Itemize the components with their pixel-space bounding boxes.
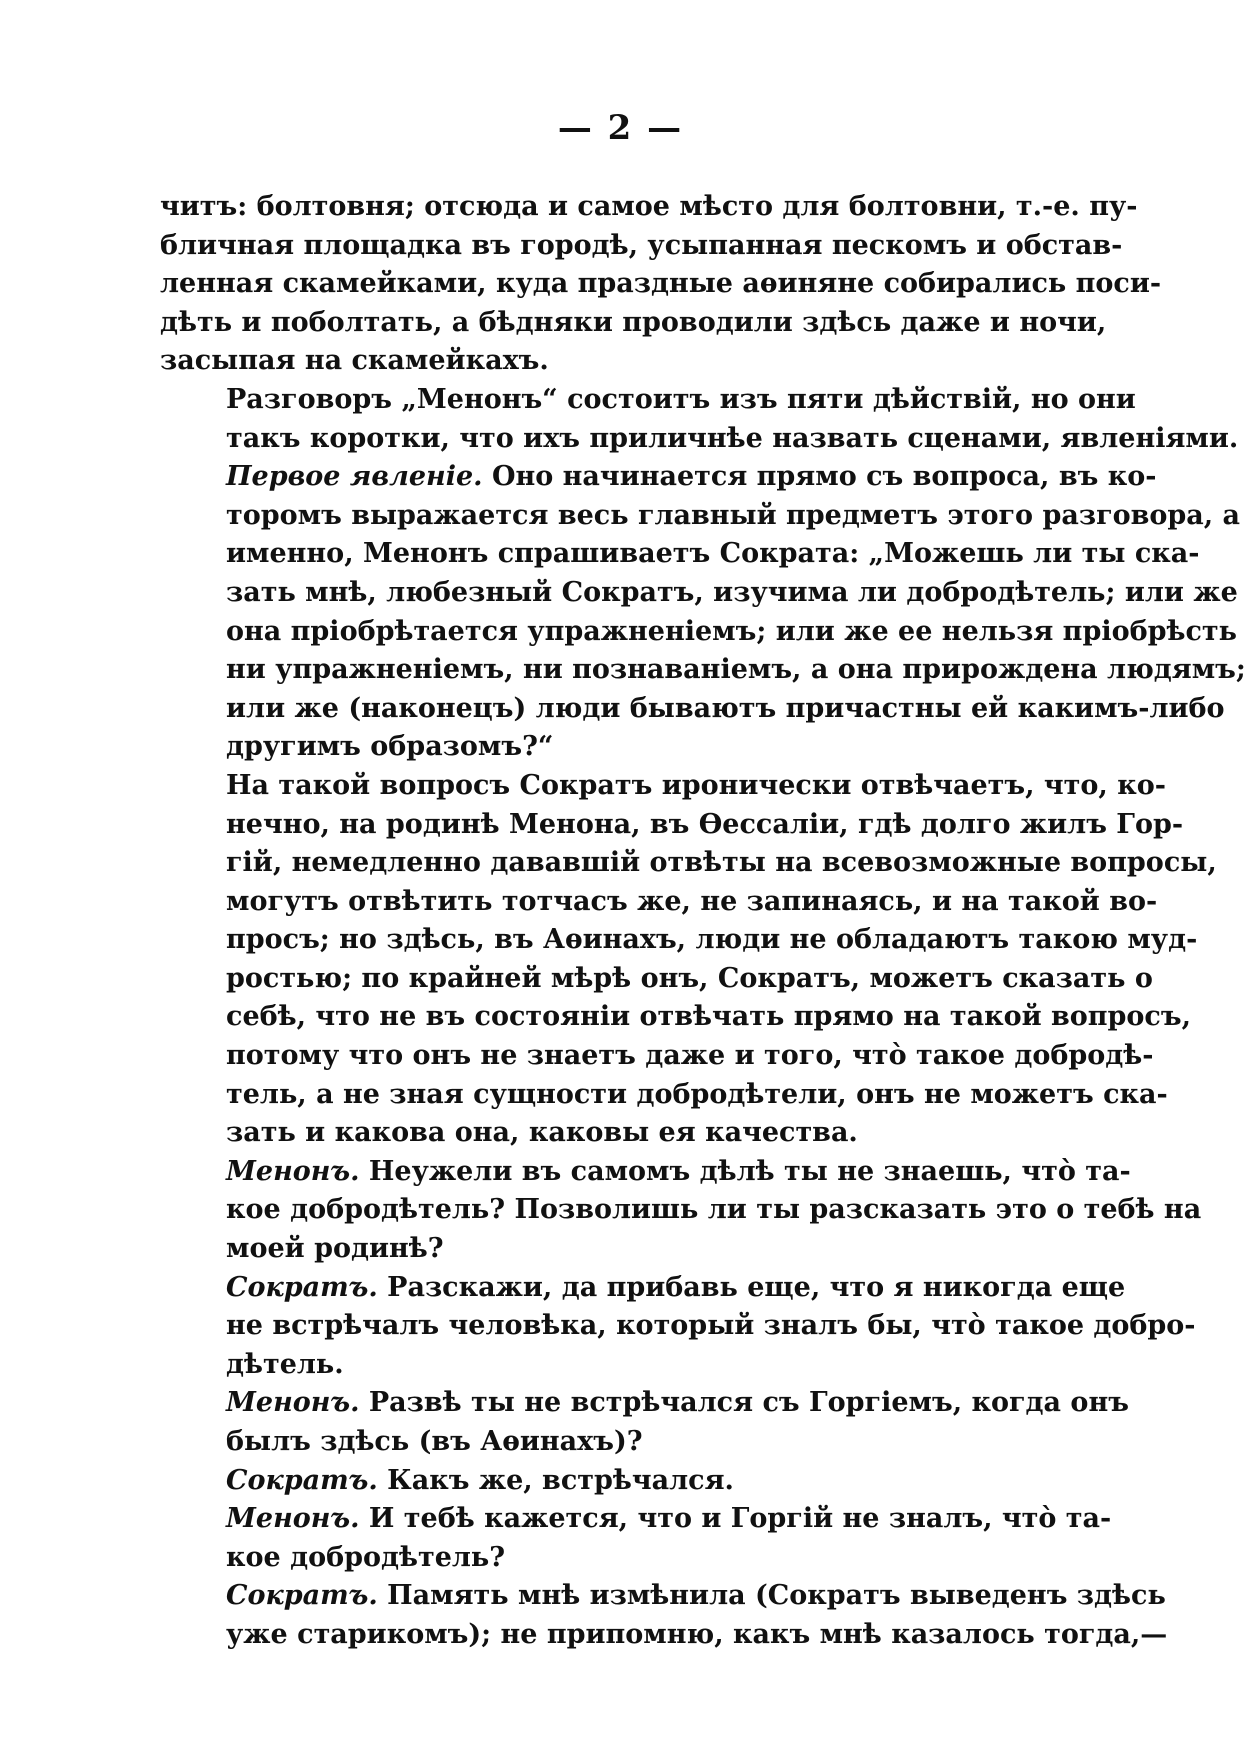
text-line: нечно, на родинѣ Менона, въ Ѳессаліи, гдѣ долго жилъ Гор-: [226, 808, 1184, 840]
text-line: кое добродѣтель?: [226, 1541, 506, 1573]
dialogue-paragraph: [160, 1153, 1202, 1269]
text-line: такъ коротки, что ихъ приличнѣе назвать сценами, явленіями.: [226, 422, 1239, 454]
line-text: Память мнѣ измѣнила (Сократъ выведенъ здѣсь: [377, 1580, 1166, 1612]
text-line: просъ; но здѣсь, въ Аѳинахъ, люди не обладаютъ такою муд-: [226, 924, 1198, 956]
paragraph: [160, 381, 1239, 458]
text-line: дѣть и поболтать, а бѣдняки проводили здѣсь даже и ночи,: [160, 306, 1107, 338]
speaker-name: Менонъ.: [226, 1387, 360, 1419]
text-line: читъ: болтовня; отсюда и самое мѣсто для болтовни, т.-е. пу-: [160, 191, 1138, 222]
text-line: [160, 1269, 1126, 1308]
text-line: [160, 1462, 1076, 1501]
text-line: [160, 1384, 1129, 1423]
line-text: Оно начинается прямо съ вопроса, въ ко-: [482, 461, 1157, 493]
line-text: Какъ же, встрѣчался.: [377, 1464, 734, 1496]
text-line: зать и какова она, каковы ея качества.: [226, 1117, 858, 1149]
dialogue-paragraph: [160, 1462, 1076, 1501]
text-line: [160, 1500, 1112, 1539]
text-line: [160, 458, 1157, 497]
paragraph: [160, 458, 1246, 767]
text-line: бличная площадка въ городѣ, усыпанная пескомъ и обстав-: [160, 229, 1123, 261]
text-line: тель, а не зная сущности добродѣтели, онъ не можетъ ска-: [226, 1078, 1168, 1110]
dialogue-paragraph: [160, 1384, 1129, 1461]
paragraph: [160, 188, 1162, 381]
dialogue-paragraph: [160, 1577, 1168, 1654]
line-text: И тебѣ кажется, что и Горгій не зналъ, что̀ та-: [359, 1503, 1112, 1535]
speaker-name: Менонъ.: [226, 1503, 360, 1535]
text-line: ростью; по крайней мѣрѣ онъ, Сократъ, можетъ сказать о: [226, 962, 1153, 994]
body-text: [160, 188, 1246, 1655]
text-line: торомъ выражается весь главный предметъ этого разговора, а: [226, 499, 1241, 531]
text-line: [160, 1577, 1166, 1616]
dialogue-paragraph: [160, 1269, 1196, 1385]
text-line: На такой вопросъ Сократъ иронически отвѣчаетъ, что, ко-: [226, 769, 1166, 801]
text-line: гій, немедленно дававшій отвѣты на всевозможные вопросы,: [226, 847, 1217, 879]
section-heading: Первое явленіе.: [226, 461, 483, 493]
text-line: себѣ, что не въ состояніи отвѣчать прямо на такой вопросъ,: [226, 1001, 1191, 1033]
text-line: [160, 1153, 1131, 1192]
speaker-name: Сократъ.: [226, 1580, 378, 1612]
text-line: кое добродѣтель? Позволишь ли ты разсказать это о тебѣ на: [226, 1194, 1202, 1226]
text-line: моей родинѣ?: [226, 1233, 444, 1265]
speaker-name: Сократъ.: [226, 1464, 378, 1496]
speaker-name: Менонъ.: [226, 1155, 360, 1187]
text-line: именно, Менонъ спрашиваетъ Сократа: „Можешь ли ты ска-: [226, 538, 1200, 570]
dialogue-paragraph: [160, 1500, 1112, 1577]
text-line: уже старикомъ); не припомню, какъ мнѣ казалось тогда,—: [226, 1618, 1168, 1650]
text-line: засыпая на скамейкахъ.: [160, 345, 549, 377]
text-line: зать мнѣ, любезный Сократъ, изучима ли добродѣтель; или же: [226, 576, 1238, 608]
text-line: былъ здѣсь (въ Аѳинахъ)?: [226, 1426, 643, 1457]
paragraph: [160, 767, 1217, 1153]
speaker-name: Сократъ.: [226, 1271, 378, 1303]
text-line: дѣтель.: [226, 1348, 344, 1380]
text-line: не встрѣчалъ человѣка, который зналъ бы, что̀ такое добро-: [226, 1310, 1196, 1342]
text-line: Разговоръ „Менонъ“ состоитъ изъ пяти дѣйствій, но они: [226, 383, 1136, 415]
text-line: ни упражненіемъ, ни познаваніемъ, а она прирождена людямъ;: [226, 654, 1246, 686]
text-line: она пріобрѣтается упражненіемъ; или же ее нельзя пріобрѣсть: [226, 615, 1237, 647]
line-text: Неужели въ самомъ дѣлѣ ты не знаешь, что̀ та-: [359, 1155, 1131, 1187]
text-line: потому что онъ не знаетъ даже и того, что̀ такое добродѣ-: [226, 1040, 1154, 1072]
text-line: другимъ образомъ?“: [226, 731, 554, 763]
text-line: ленная скамейками, куда праздные аѳиняне собирались поси-: [160, 268, 1162, 300]
line-text: Разскажи, да прибавь еще, что я никогда еще: [377, 1271, 1126, 1303]
text-line: могутъ отвѣтить тотчасъ же, не запинаясь, и на такой во-: [226, 885, 1158, 917]
line-text: Развѣ ты не встрѣчался съ Горгіемъ, когда онъ: [359, 1387, 1129, 1419]
text-line: или же (наконецъ) люди бываютъ причастны ей какимъ-либо: [226, 692, 1225, 724]
page-number: — 2 —: [557, 108, 684, 148]
